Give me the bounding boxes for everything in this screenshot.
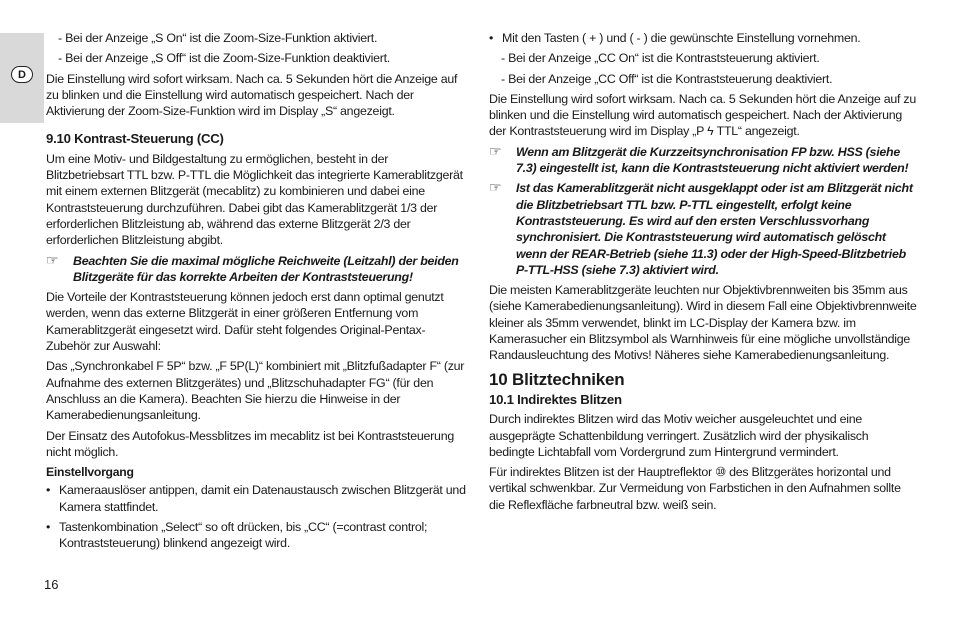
note-text: Wenn am Blitzgerät die Kurzzeitsynchronisation FP bzw. HSS (siehe 7.3) eingestellt ist, kann die Kontraststeuerung nicht aktiviert werden! <box>516 144 909 176</box>
chapter-heading: 10 Blitztechniken <box>489 369 625 389</box>
list-item: • Mit den Tasten ( + ) und ( - ) die gewünschte Einstellung vornehmen. <box>489 30 917 46</box>
list-item: • Tastenkombination „Select“ so oft drücken, bis „CC“ (=contrast control; Kontraststeuerung) blinkend angezeigt wird. <box>46 519 466 552</box>
zoom-off-line: - Bei der Anzeige „S Off“ ist die Zoom-Size-Funktion deaktiviert. <box>58 51 390 66</box>
language-badge: D <box>11 66 33 83</box>
left-column <box>46 30 466 556</box>
subheading: Einstellvorgang <box>46 465 134 480</box>
note <box>489 180 917 278</box>
pointing-hand-icon: ☞ <box>489 179 502 196</box>
paragraph: Um eine Motiv- und Bildgestaltung zu ermöglichen, besteht in der Blitzbetriebsart TTL bzw. P-TTL die Möglichkeit das integrierte Kamerablitzgerät mit einem externen Blitzgerät (mecablitz) zu kombinieren und dabei eine Kontraststeuerung durchzuführen. Dabei gibt das Kamerablitzgerät 1/3 der erforderlichen Blitzleistung ab, während das externe Blitzgerät 2/3 der erforderlichen Blitzleistung abgibt. <box>46 151 463 248</box>
note <box>489 144 917 177</box>
pointing-hand-icon: ☞ <box>489 142 502 159</box>
right-column <box>489 30 917 517</box>
paragraph: Die meisten Kamerablitzgeräte leuchten nur Objektivbrennweiten bis 35mm aus (siehe Kamerabedienungsanleitung). Wird in diesem Fall eine Objektivbrennweite kleiner als 35mm verwendet, blinkt im LC-Display der Kamera bzw. im Kamerasucher ein Blitzsymbol als Warnhinweis für eine mögliche unvollständige Randausleuchtung des Motivs! Näheres siehe Kamerabedienungsanleitung. <box>489 283 917 363</box>
cc-off-line: - Bei der Anzeige „CC Off“ ist die Kontraststeuerung deaktiviert. <box>501 71 833 86</box>
section-heading: 9.10 Kontrast-Steuerung (CC) <box>46 131 224 147</box>
paragraph: Die Einstellung wird sofort wirksam. Nach ca. 5 Sekunden hört die Anzeige auf zu blinken und die Einstellung wird automatisch gespeichert. Nach der Aktivierung der Zoom-Size-Funktion wird im Display „S“ angezeigt. <box>46 71 458 119</box>
cc-on-line: - Bei der Anzeige „CC On“ ist die Kontraststeuerung aktiviert. <box>501 51 820 66</box>
note-text: Ist das Kamerablitzgerät nicht ausgeklappt oder ist am Blitzgerät nicht die Blitzbetriebsart TTL bzw. P-TTL eingestellt, erfolgt keine Kontraststeuerung. Es wird auf den ersten Verschlussvorhang synchronisiert. Die Kontraststeuerung wird automatisch gelöscht wenn der REAR-Betrieb (siehe 11.3) oder der High-Speed-Blitzbetrieb P-TTL-HSS (siehe 7.3) aktiviert wird. <box>516 181 913 277</box>
zoom-on-line: - Bei der Anzeige „S On“ ist die Zoom-Size-Funktion aktiviert. <box>58 31 378 45</box>
paragraph: Durch indirektes Blitzen wird das Motiv weicher ausgeleuchtet und eine ausgeprägte Schattenbildung verringert. Zusätzlich wird der physikalisch bedingte Lichtabfall vom Vordergrund zum Hintergrund vermindert. <box>489 412 869 459</box>
pointing-hand-icon: ☞ <box>46 251 59 268</box>
note-text: Beachten Sie die maximal mögliche Reichweite (Leitzahl) der beiden Blitzgeräte für das korrekte Arbeiten der Kontraststeuerung! <box>73 253 459 284</box>
paragraph: Der Einsatz des Autofokus-Messblitzes im mecablitz ist bei Kontraststeuerung nicht möglich. <box>46 428 454 459</box>
paragraph: Für indirektes Blitzen ist der Hauptreflektor ⑩ des Blitzgerätes horizontal und vertikal schwenkbar. Zur Vermeidung von Farbstichen in den Aufnahmen sollte die Reflexfläche farbneutral bzw. weiß sein. <box>489 465 901 512</box>
section-heading: 10.1 Indirektes Blitzen <box>489 391 622 407</box>
note <box>46 253 466 286</box>
paragraph: Die Vorteile der Kontraststeuerung können jedoch erst dann optimal genutzt werden, wenn das externe Blitzgerät in einer größeren Entfernung vom Kamerablitzgerät eingesetzt wird. Dafür steht folgendes Original-Pentax-Zubehör zur Auswahl: <box>46 290 444 354</box>
page-number: 16 <box>44 577 59 592</box>
list-item: • Kameraauslöser antippen, damit ein Datenaustausch zwischen Blitzgerät und Kamera stattfindet. <box>46 482 466 515</box>
paragraph: Die Einstellung wird sofort wirksam. Nach ca. 5 Sekunden hört die Anzeige auf zu blinken und die Einstellung wird automatisch gespeichert. Nach der Aktivierung der Kontraststeuerung wird im Display „P ϟ TTL“ angezeigt. <box>489 91 916 139</box>
paragraph: Das „Synchronkabel F 5P“ bzw. „F 5P(L)“ kombiniert mit „Blitzfußadapter F“ (zur Aufnahme des externen Blitzgerätes) und „Blitzschuhadapter FG“ (für den Anschluss an die Kamera). Beachten Sie hierzu die Hinweise in der Kamerabedienungsanleitung. <box>46 359 465 423</box>
